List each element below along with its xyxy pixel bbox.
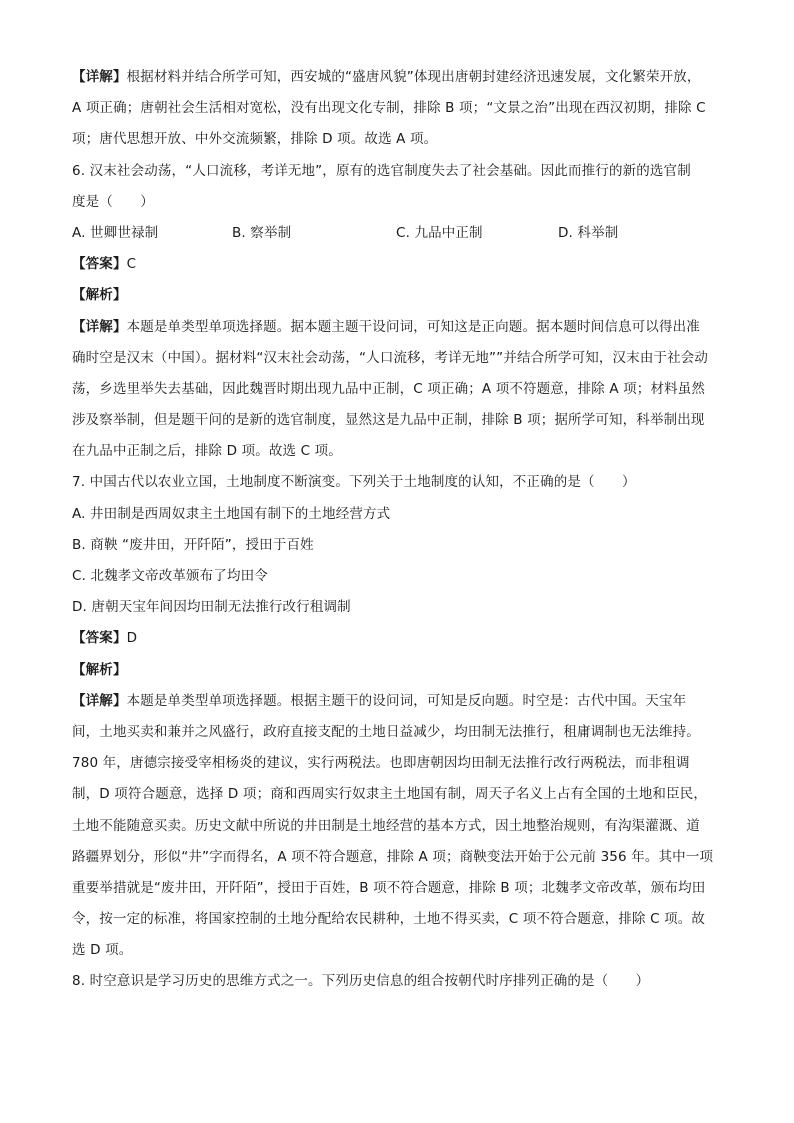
line-text: 8. 时空意识是学习历史的思维方式之一。下列历史信息的组合按朝代时序排列正确的是（ ） — [72, 973, 650, 990]
q6-option-b: B. 察举制 — [232, 224, 292, 241]
section-tag: 【答案】 — [72, 256, 127, 273]
text-line — [72, 93, 722, 124]
text-line — [72, 156, 722, 187]
line-text: A 项正确；唐朝社会生活相对宽松，没有出现文化专制，排除 B 项；“文景之治”出现在西汉初期，排除 C — [72, 100, 706, 117]
q6-options — [72, 218, 722, 249]
text-line — [72, 312, 722, 343]
text-line — [72, 467, 722, 498]
document-page — [72, 62, 722, 998]
text-line — [72, 62, 722, 93]
text-line — [72, 811, 722, 842]
line-text: D. 唐朝天宝年间因均田制无法推行改行租调制 — [72, 599, 351, 616]
paragraph-group-q6-q8 — [72, 249, 722, 998]
line-text: 令，按一定的标准，将国家控制的土地分配给农民耕种，土地不得买卖，C 项不符合题意，排除 C 项。故 — [72, 911, 706, 928]
line-text: 确时空是汉末（中国）。据材料“汉末社会动荡，“人口流移，考详无地””并结合所学可知，汉末由于社会动 — [72, 349, 709, 366]
text-line — [72, 904, 722, 935]
text-line — [72, 249, 722, 280]
text-line — [72, 124, 722, 155]
text-line — [72, 405, 722, 436]
text-line — [72, 655, 722, 686]
section-tag: 【详解】 — [72, 692, 127, 709]
line-text: D — [126, 630, 138, 647]
line-text: 涉及察举制，但是题干问的是新的选官制度，显然这是九品中正制，排除 B 项；据所学可知，科举制出现 — [72, 412, 705, 429]
line-text: 本题是单类型单项选择题。据本题主题干设问词，可知这是正向题。据本题时间信息可以得出准 — [126, 318, 700, 335]
section-tag: 【解析】 — [72, 287, 127, 304]
text-line — [72, 935, 722, 966]
text-line — [72, 779, 722, 810]
line-text: 根据材料并结合所学可知，西安城的“盛唐风貌”体现出唐朝封建经济迅速发展，文化繁荣开放， — [126, 69, 701, 85]
line-text: 土地不能随意买卖。历史文献中所说的井田制是土地经营的基本方式，因土地整治规则，有沟渠灌溉、道 — [72, 817, 700, 834]
q6-option-c: C. 九品中正制 — [396, 224, 483, 241]
text-line — [72, 717, 722, 748]
section-tag: 【解析】 — [72, 661, 127, 678]
text-line — [72, 499, 722, 530]
text-line — [72, 686, 722, 717]
text-line — [72, 280, 722, 311]
line-text: 路疆界划分，形似“井”字而得名，A 项不符合题意，排除 A 项；商鞅变法开始于公元前 356 年。其中一项 — [72, 848, 714, 865]
line-text: 本题是单类型单项选择题。根据主题干的设问词，可知是反向题。时空是：古代中国。天宝年 — [126, 692, 687, 709]
line-text: B. 商鞅 “废井田，开阡陌”，授田于百姓 — [72, 536, 314, 553]
text-line — [72, 436, 722, 467]
text-line — [72, 748, 722, 779]
line-text: 6. 汉末社会动荡，“人口流移，考详无地”，原有的选官制度失去了社会基础。因此而推行的新的选官制 — [72, 162, 691, 179]
line-text: 7. 中国古代以农业立国，土地制度不断演变。下列关于土地制度的认知，不正确的是（ ） — [72, 474, 636, 491]
line-text: 在九品中正制之后，排除 D 项。故选 C 项。 — [72, 443, 342, 460]
line-text: 荡，乡选里举失去基础，因此魏晋时期出现九品中正制，C 项正确；A 项不符题意，排除 A 项；材料虽然 — [72, 380, 706, 397]
text-line — [72, 842, 722, 873]
line-text: C — [126, 256, 137, 273]
line-text: 重要举措就是“废井田，开阡陌”，授田于百姓，B 项不符合题意，排除 B 项；北魏孝文帝改革，颁布均田 — [72, 879, 706, 896]
line-text: 度是（ ） — [72, 193, 154, 210]
line-text: C. 北魏孝文帝改革颁布了均田令 — [72, 568, 268, 584]
line-text: 选 D 项。 — [72, 942, 133, 959]
text-line — [72, 343, 722, 374]
line-text: A. 井田制是西周奴隶主土地国有制下的土地经营方式 — [72, 505, 391, 522]
paragraph-group-q5-analysis — [72, 62, 722, 218]
text-line — [72, 592, 722, 623]
text-line — [72, 623, 722, 654]
line-text: 项；唐代思想开放、中外交流频繁，排除 D 项。故选 A 项。 — [72, 131, 438, 148]
line-text: 780 年，唐德宗接受宰相杨炎的建议，实行两税法。也即唐朝因均田制无法推行改行两税法，而非租调 — [72, 755, 690, 772]
text-line — [72, 873, 722, 904]
text-line — [72, 561, 722, 592]
line-text: 间，土地买卖和兼并之风盛行，政府直接支配的土地日益减少，均田制无法推行，租庸调制也无法维持。 — [72, 723, 700, 740]
section-tag: 【详解】 — [72, 69, 127, 85]
section-tag: 【详解】 — [72, 318, 127, 335]
text-line — [72, 374, 722, 405]
text-line — [72, 530, 722, 561]
text-line — [72, 187, 722, 218]
q6-option-d: D. 科举制 — [558, 224, 619, 241]
text-line — [72, 966, 722, 997]
section-tag: 【答案】 — [72, 630, 127, 647]
q6-option-a: A. 世卿世禄制 — [72, 224, 159, 241]
line-text: 制，D 项符合题意，选择 D 项；商和西周实行奴隶主土地国有制，周天子名义上占有全国的土地和臣民， — [72, 786, 708, 803]
